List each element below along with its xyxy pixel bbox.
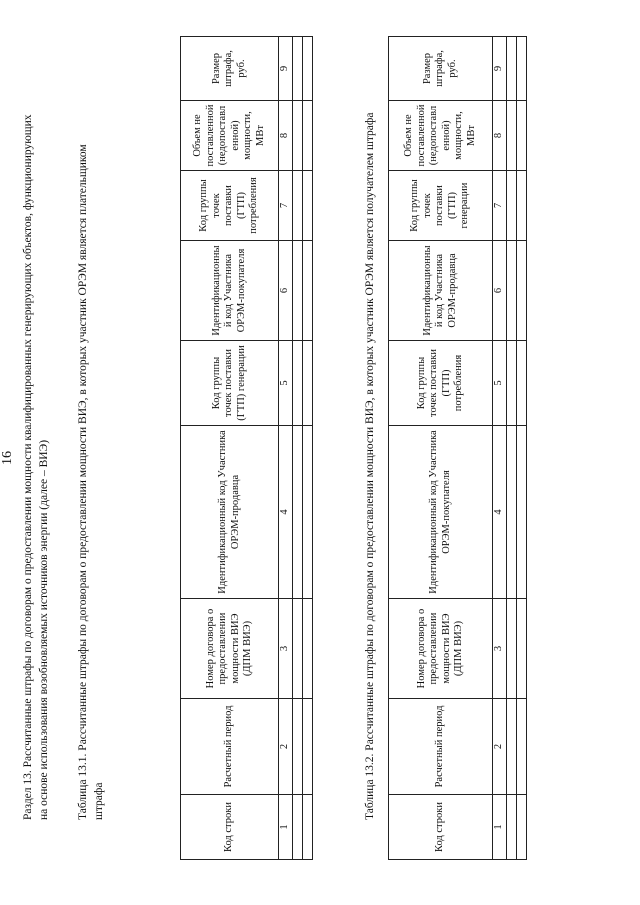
table2-empty-cell (517, 241, 527, 341)
table1-num-cell: 1 (279, 795, 293, 860)
table2-empty-cell (517, 795, 527, 860)
table1-header-volume: Объем не поставленной (недопоставленной) мощности, МВт (181, 101, 279, 171)
table2-header-volume: Объем не поставленной (недопоставленной) мощности, МВт (389, 101, 493, 171)
table1-num-cell: 8 (279, 101, 293, 171)
table2-caption: Таблица 13.2. Рассчитанные штрафы по договорам о предоставлении мощности ВИЭ, в которых участник ОРЭМ является получателем штрафа (364, 112, 376, 820)
table2-header-penalty: Размер штрафа, руб. (389, 37, 493, 101)
table2-num-cell: 2 (493, 699, 507, 795)
table1-empty-cell (303, 241, 313, 341)
table1-empty-cell (303, 341, 313, 426)
table1-empty-cell (303, 101, 313, 171)
table2-empty-cell (507, 341, 517, 426)
table2-num-cell: 8 (493, 101, 507, 171)
table1-empty-cell (293, 599, 303, 699)
table1-empty-cell (303, 599, 313, 699)
table1-num-cell: 3 (279, 599, 293, 699)
table2-num-cell: 3 (493, 599, 507, 699)
table2-header-contract: Номер договора о предоставлении мощности ВИЭ (ДПМ ВИЭ) (389, 599, 493, 699)
table2-header-buyer-id: Идентификационный код Участника ОРЭМ-покупателя (389, 426, 493, 599)
table1-num-cell: 2 (279, 699, 293, 795)
table2-num-cell: 7 (493, 171, 507, 241)
table1-empty-cell (303, 699, 313, 795)
table1-num-cell: 6 (279, 241, 293, 341)
table1-empty-cell (293, 795, 303, 860)
table1-empty-cell (303, 426, 313, 599)
table1-header-buyer-id: Идентификационный код Участника ОРЭМ-покупателя (181, 241, 279, 341)
table2-num-cell: 5 (493, 341, 507, 426)
table2-header-period: Расчетный период (389, 699, 493, 795)
table1-empty-cell (293, 426, 303, 599)
table2-empty-cell (507, 241, 517, 341)
table1-header-seller-id: Идентификационный код Участника ОРЭМ-продавца (181, 426, 279, 599)
table2-header-gtp-consumption: Код группы точек поставки (ГТП) потребления (389, 341, 493, 426)
table2-empty-cell (507, 795, 517, 860)
table1-header-row-code: Код строки (181, 795, 279, 860)
table2-empty-cell (517, 599, 527, 699)
table2-empty-cell (507, 101, 517, 171)
section-title-line2: на основе использования возобновляемых источников энергии (далее – ВИЭ) (38, 439, 50, 820)
table2-empty-cell (507, 171, 517, 241)
table2-empty-cell (507, 599, 517, 699)
table1-empty-cell (293, 699, 303, 795)
table2-empty-cell (517, 341, 527, 426)
table1-empty-cell (303, 795, 313, 860)
table2-num-cell: 9 (493, 37, 507, 101)
table2-empty-cell (517, 101, 527, 171)
section-title-line1: Раздел 13. Рассчитанные штрафы по договорам о предоставлении мощности квалифицированных генерирующих объектов, функционирующих (22, 114, 34, 820)
table1-empty-cell (293, 341, 303, 426)
table2-num-cell: 4 (493, 426, 507, 599)
table1-caption-line2: штрафа (93, 782, 105, 820)
table2-empty-cell (507, 37, 517, 101)
table2-empty-cell (517, 426, 527, 599)
table1-empty-cell (303, 37, 313, 101)
table1-num-cell: 4 (279, 426, 293, 599)
table2-empty-cell (517, 699, 527, 795)
table2-empty-cell (507, 699, 517, 795)
table2-empty-cell (517, 171, 527, 241)
page-number: 16 (0, 451, 15, 465)
table1-header-penalty: Размер штрафа, руб. (181, 37, 279, 101)
table1-empty-cell (293, 37, 303, 101)
table1-header-gtp-generation: Код группы точек поставки (ГТП) генерации (181, 341, 279, 426)
table2-empty-cell (517, 37, 527, 101)
table1-header-contract: Номер договора о предоставлении мощности ВИЭ (ДПМ ВИЭ) (181, 599, 279, 699)
table1-empty-cell (293, 171, 303, 241)
table2-empty-cell (507, 426, 517, 599)
table2-num-cell: 6 (493, 241, 507, 341)
table1-num-cell: 9 (279, 37, 293, 101)
table1-num-cell: 7 (279, 171, 293, 241)
table1-header-gtp-consumption: Код группы точек поставки (ГТП) потребления (181, 171, 279, 241)
table2-num-cell: 1 (493, 795, 507, 860)
table1 (180, 36, 313, 860)
table2-header-gtp-generation: Код группы точек поставки (ГТП) генерации (389, 171, 493, 241)
table1-empty-cell (293, 101, 303, 171)
table2-header-seller-id: Идентификационный код Участника ОРЭМ-продавца (389, 241, 493, 341)
table1-caption-line1: Таблица 13.1. Рассчитанные штрафы по договорам о предоставлении мощности ВИЭ, в которых участник ОРЭМ является плательщиком (77, 144, 89, 820)
table1-empty-cell (303, 171, 313, 241)
table1-header-period: Расчетный период (181, 699, 279, 795)
table1-empty-cell (293, 241, 303, 341)
table1-num-cell: 5 (279, 341, 293, 426)
table2-header-row-code: Код строки (389, 795, 493, 860)
table2 (388, 36, 527, 860)
